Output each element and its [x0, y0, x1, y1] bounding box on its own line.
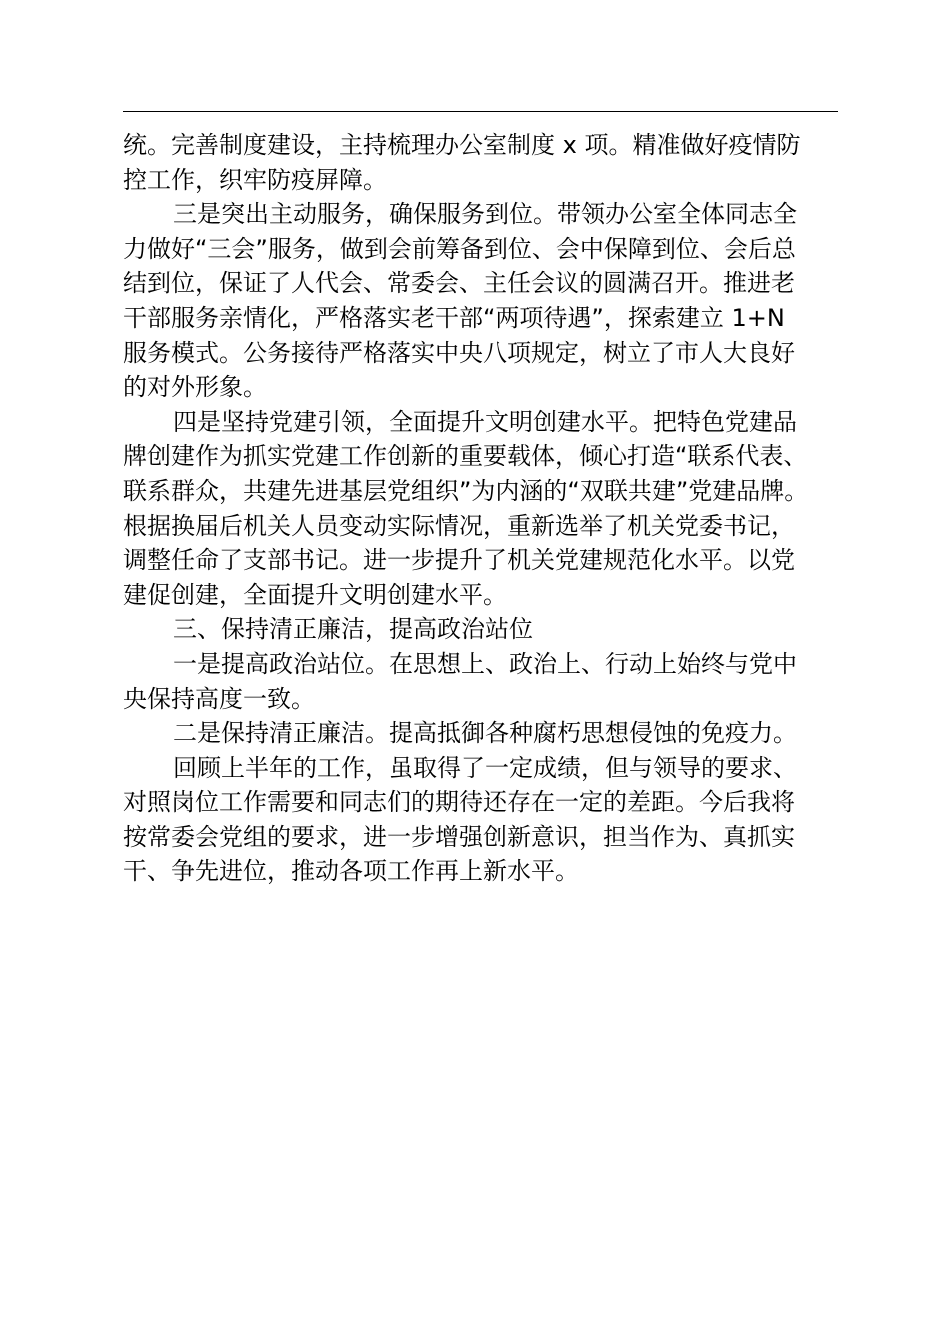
text-line: 三、保持清正廉洁，提高政治站位	[173, 615, 533, 644]
text-line: 按常委会党组的要求，进一步增强创新意识，担当作为、真抓实	[123, 822, 795, 851]
text-line: 根据换届后机关人员变动实际情况，重新选举了机关党委书记，	[123, 511, 795, 540]
text-line: 二是保持清正廉洁。提高抵御各种腐朽思想侵蚀的免疫力。	[173, 719, 797, 748]
text-line: 统。完善制度建设，主持梳理办公室制度 x 项。精准做好疫情防	[123, 131, 801, 159]
text-line: 央保持高度一致。	[123, 684, 315, 713]
text-line: 干、争先进位，推动各项工作再上新水平。	[123, 857, 579, 886]
text-line: 力做好“三会”服务，做到会前筹备到位、会中保障到位、会后总	[123, 234, 796, 263]
text-line: 联系群众，共建先进基层党组织”为内涵的“双联共建”党建品牌。	[123, 476, 809, 505]
text-line: 建促创建，全面提升文明创建水平。	[123, 580, 507, 609]
text-line: 的对外形象。	[123, 373, 267, 402]
text-line: 对照岗位工作需要和同志们的期待还存在一定的差距。今后我将	[123, 788, 795, 817]
text-line: 服务模式。公务接待严格落实中央八项规定，树立了市人大良好	[123, 338, 795, 367]
text-line: 回顾上半年的工作，虽取得了一定成绩，但与领导的要求、	[173, 753, 797, 782]
text-line: 牌创建作为抓实党建工作创新的重要载体，倾心打造“联系代表、	[123, 442, 808, 471]
text-line: 四是坚持党建引领，全面提升文明创建水平。把特色党建品	[173, 407, 797, 436]
document-body	[123, 128, 843, 889]
text-line: 干部服务亲情化，严格落实老干部“两项待遇”，探索建立 1+N	[123, 303, 785, 332]
header-rule	[123, 111, 838, 112]
text-line: 控工作，织牢防疫屏障。	[123, 165, 387, 194]
text-line: 结到位，保证了人代会、常委会、主任会议的圆满召开。推进老	[123, 269, 795, 298]
text-line: 三是突出主动服务，确保服务到位。带领办公室全体同志全	[173, 200, 797, 229]
text-line: 调整任命了支部书记。进一步提升了机关党建规范化水平。以党	[123, 546, 795, 575]
text-line: 一是提高政治站位。在思想上、政治上、行动上始终与党中	[173, 649, 797, 678]
